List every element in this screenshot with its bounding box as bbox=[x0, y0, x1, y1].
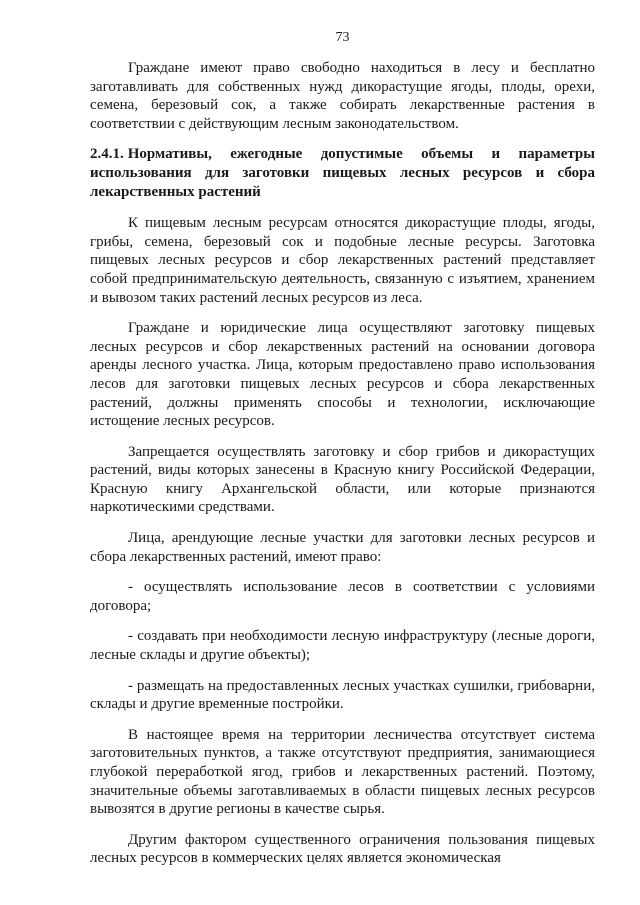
paragraph-free-access: Граждане имеют право свободно находиться в лесу и бесплатно заготавливать для собственных нужд дикорастущие ягоды, плоды, орехи, семена, березовый сок, а также собирать лекарственные растения в соответствии с действующим лесным законодательством. bbox=[90, 60, 595, 132]
list-item-temporary-buildings: - размещать на предоставленных лесных участках сушилки, грибоварни, склады и другие временные постройки. bbox=[90, 677, 595, 713]
section-number: 2.4.1. bbox=[90, 146, 124, 163]
paragraph-food-resources: К пищевым лесным ресурсам относятся дикорастущие плоды, ягоды, грибы, семена, березовый сок и подобные лесные ресурсы. Заготовка пищевых лесных ресурсов и сбор лекарственных растений представляет собой предпринимательскую деятельность, связанную с изъятием, хранением и вывозом таких растений лесных ресурсов из леса. bbox=[90, 215, 595, 306]
paragraph-other-factor: Другим фактором существенного ограничения пользования пищевых лесных ресурсов в коммерческих целях является экономическая bbox=[90, 831, 595, 867]
paragraph-lease-harvesting: Граждане и юридические лица осуществляют заготовку пищевых лесных ресурсов и сбор лекарственных растений на основании договора аренды лесного участка. Лица, которым предоставлено право использования лесов для заготовки пищевых лесных ресурсов и сбора лекарственных растений, должны применять способы и технологии, исключающие истощение лесных ресурсов. bbox=[90, 320, 595, 430]
paragraph-tenant-rights: Лица, арендующие лесные участки для заготовки лесных ресурсов и сбора лекарственных растений, имеют право: bbox=[90, 530, 595, 565]
paragraph-prohibition: Запрещается осуществлять заготовку и сбор грибов и дикорастущих растений, виды которых занесены в Красную книгу Российской Федерации, Красную книгу Архангельской области, или которые признаются наркотическими средствами. bbox=[90, 443, 595, 516]
list-item-use-forests: - осуществлять использование лесов в соответствии с условиями договора; bbox=[90, 579, 595, 614]
list-item-infrastructure: - создавать при необходимости лесную инфраструктуру (лесные дороги, лесные склады и другие объекты); bbox=[90, 628, 595, 664]
document-page bbox=[90, 30, 595, 880]
section-heading bbox=[90, 145, 595, 201]
paragraph-current-situation: В настоящее время на территории лесничества отсутствует система заготовительных пунктов, а также отсутствуют предприятия, занимающиеся глубокой переработкой ягод, грибов и лекарственных растений. Поэтому, значительные объемы заготавливаемых в области пищевых лесных ресурсов вывозятся в другие регионы в качестве сырья. bbox=[90, 726, 595, 818]
page-number: 73 bbox=[335, 30, 350, 45]
section-title: Нормативы, ежегодные допустимые объемы и параметры использования для заготовки пищевых лесных ресурсов и сбора лекарственных растений bbox=[90, 146, 595, 200]
